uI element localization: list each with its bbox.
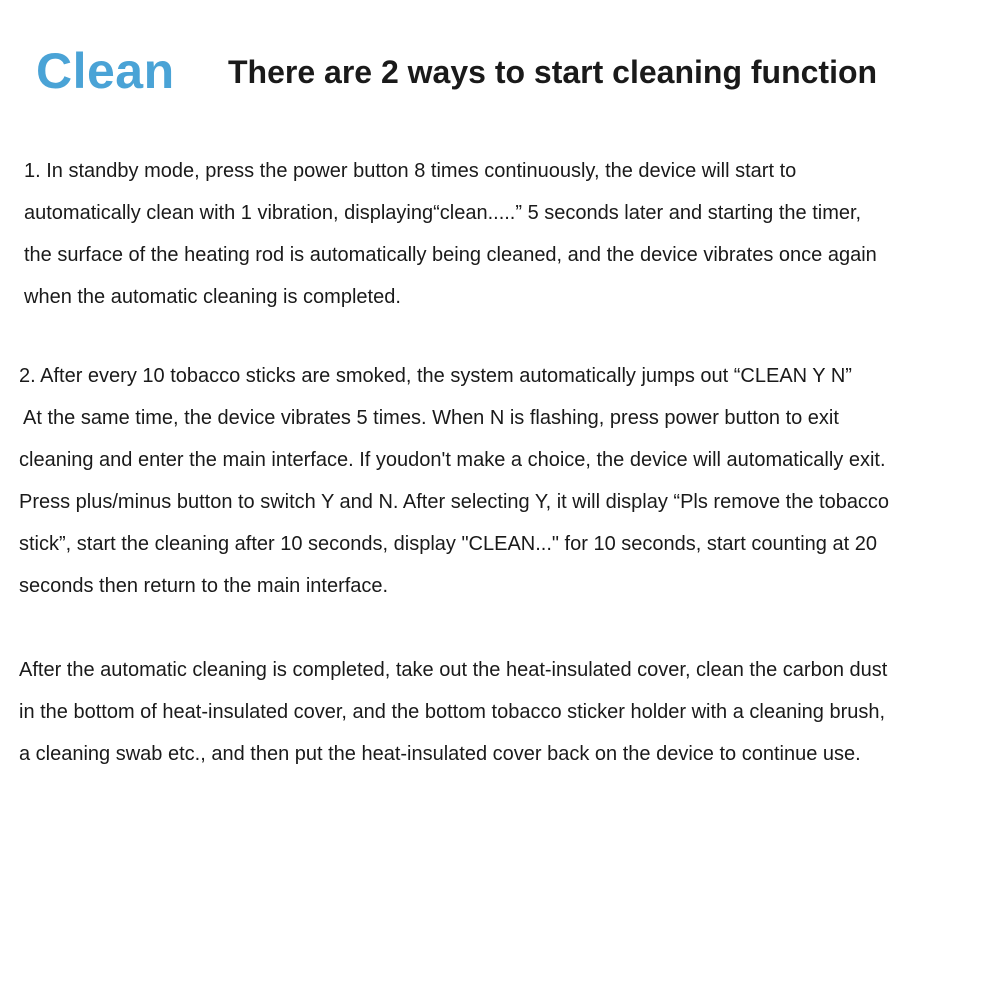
paragraph-line: automatically clean with 1 vibration, displaying“clean.....” 5 seconds later and starting the timer, xyxy=(24,202,862,224)
paragraph-line: in the bottom of heat-insulated cover, and the bottom tobacco sticker holder with a cleaning brush, xyxy=(19,701,886,723)
paragraph-line: After the automatic cleaning is completed, take out the heat-insulated cover, clean the carbon dust xyxy=(19,659,888,681)
paragraph-method-1 xyxy=(24,150,877,318)
paragraph-method-2 xyxy=(19,355,889,607)
paragraph-line: 1. In standby mode, press the power button 8 times continuously, the device will start to xyxy=(24,160,797,182)
paragraph-line: a cleaning swab etc., and then put the heat-insulated cover back on the device to continue use. xyxy=(19,743,861,765)
paragraph-after-cleaning xyxy=(19,649,887,775)
paragraph-line: stick”, start the cleaning after 10 seconds, display "CLEAN..." for 10 seconds, start counting at 20 xyxy=(19,533,877,555)
section-label: Clean xyxy=(36,43,175,99)
paragraph-line: 2. After every 10 tobacco sticks are smoked, the system automatically jumps out “CLEAN Y N” xyxy=(19,365,852,387)
paragraph-line: when the automatic cleaning is completed. xyxy=(24,286,401,308)
paragraph-line: the surface of the heating rod is automatically being cleaned, and the device vibrates once again xyxy=(24,244,877,266)
page-title: There are 2 ways to start cleaning function xyxy=(228,54,878,90)
paragraph-line: cleaning and enter the main interface. If youdon't make a choice, the device will automatically exit. xyxy=(19,449,886,471)
paragraph-line: seconds then return to the main interface. xyxy=(19,575,389,597)
paragraph-line: Press plus/minus button to switch Y and N. After selecting Y, it will display “Pls remove the tobacco xyxy=(19,491,890,513)
paragraph-line: At the same time, the device vibrates 5 times. When N is flashing, press power button to exit xyxy=(23,407,839,429)
